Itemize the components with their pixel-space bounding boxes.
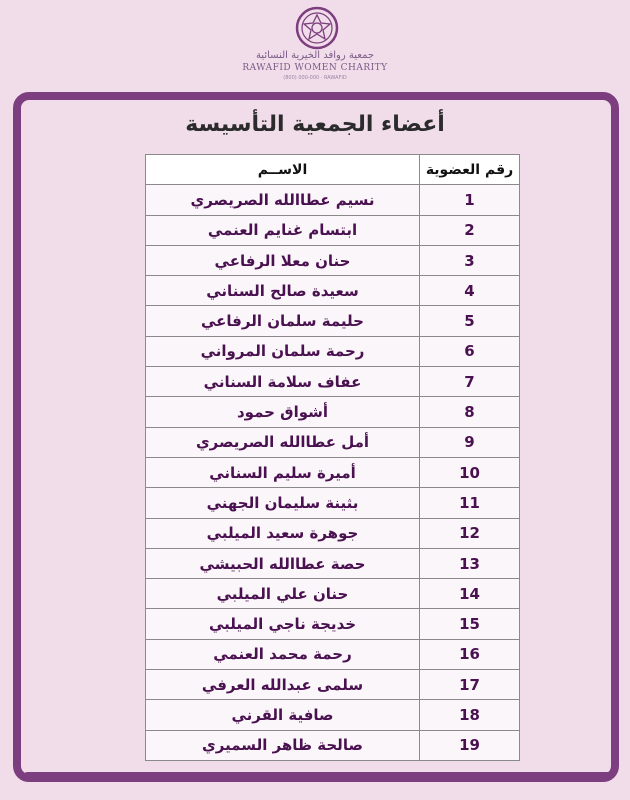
- table-row: [146, 397, 520, 427]
- page-title: أعضاء الجمعية التأسيسة: [185, 112, 445, 137]
- table-row: [146, 185, 520, 215]
- membership-number: 19: [420, 730, 520, 760]
- member-name: حليمة سلمان الرفاعي: [146, 306, 420, 336]
- membership-number: 14: [420, 579, 520, 609]
- table-row: [146, 670, 520, 700]
- membership-number: 5: [420, 306, 520, 336]
- member-name: صالحة ظاهر السميري: [146, 730, 420, 760]
- membership-number: 8: [420, 397, 520, 427]
- table-row: [146, 245, 520, 275]
- table-header-row: [146, 155, 520, 185]
- org-tagline: (800) 000-000 · RAWAFID: [283, 75, 347, 81]
- table-row: [146, 336, 520, 366]
- org-name-ar: جمعية روافد الخيرية النسائية: [255, 50, 375, 61]
- member-name: سلمى عبدالله العرفي: [146, 670, 420, 700]
- member-name: رحمة محمد العنمي: [146, 639, 420, 669]
- header: [0, 0, 630, 88]
- membership-number: 16: [420, 639, 520, 669]
- column-header-number: رقم العضوية: [420, 155, 520, 185]
- table-row: [146, 548, 520, 578]
- membership-number: 12: [420, 518, 520, 548]
- members-table: [145, 154, 520, 761]
- member-name: عفاف سلامة السناني: [146, 367, 420, 397]
- member-name: رحمة سلمان المرواني: [146, 336, 420, 366]
- member-name: أشواق حمود: [146, 397, 420, 427]
- membership-number: 9: [420, 427, 520, 457]
- member-name: بثينة سليمان الجهني: [146, 488, 420, 518]
- table-row: [146, 457, 520, 487]
- table-row: [146, 427, 520, 457]
- membership-number: 18: [420, 700, 520, 730]
- member-name: حنان علي الميلبي: [146, 579, 420, 609]
- member-name: خديجة ناجي الميلبي: [146, 609, 420, 639]
- table-row: [146, 367, 520, 397]
- membership-number: 2: [420, 215, 520, 245]
- table-row: [146, 579, 520, 609]
- table-row: [146, 488, 520, 518]
- member-name: ابتسام غنايم العنمي: [146, 215, 420, 245]
- table-body: [146, 185, 520, 761]
- table-row: [146, 730, 520, 760]
- member-name: نسيم عطاالله الصريصري: [146, 185, 420, 215]
- table-row: [146, 609, 520, 639]
- member-name: أميرة سليم السناني: [146, 457, 420, 487]
- membership-number: 17: [420, 670, 520, 700]
- membership-number: 3: [420, 245, 520, 275]
- membership-number: 11: [420, 488, 520, 518]
- table-row: [146, 306, 520, 336]
- table-row: [146, 700, 520, 730]
- table-row: [146, 215, 520, 245]
- logo-icon: [295, 6, 339, 50]
- membership-number: 7: [420, 367, 520, 397]
- member-name: أمل عطاالله الصريصري: [146, 427, 420, 457]
- bottom-divider: [25, 772, 611, 777]
- membership-number: 6: [420, 336, 520, 366]
- org-name-en: RAWAFID WOMEN CHARITY: [242, 63, 388, 73]
- member-name: حصة عطاالله الحبيشي: [146, 548, 420, 578]
- membership-number: 15: [420, 609, 520, 639]
- membership-number: 4: [420, 276, 520, 306]
- member-name: جوهرة سعيد الميلبي: [146, 518, 420, 548]
- membership-number: 1: [420, 185, 520, 215]
- member-name: حنان معلا الرفاعي: [146, 245, 420, 275]
- table-row: [146, 639, 520, 669]
- table-row: [146, 518, 520, 548]
- column-header-name: الاســم: [146, 155, 420, 185]
- membership-number: 10: [420, 457, 520, 487]
- member-name: صافية القرني: [146, 700, 420, 730]
- table-row: [146, 276, 520, 306]
- membership-number: 13: [420, 548, 520, 578]
- member-name: سعيدة صالح السناني: [146, 276, 420, 306]
